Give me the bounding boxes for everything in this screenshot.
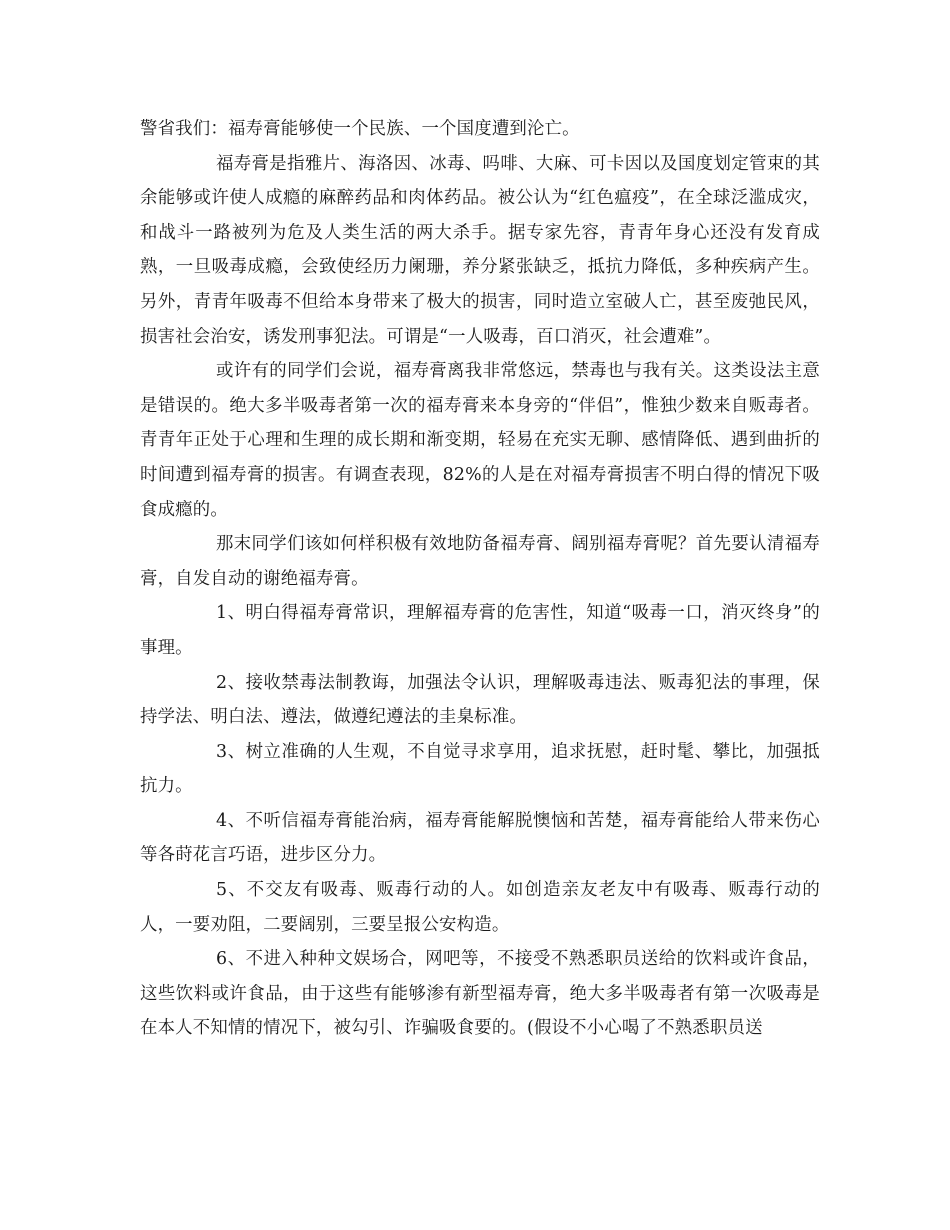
document-body — [140, 112, 820, 1046]
paragraph-misconception: 或许有的同学们会说，福寿膏离我非常悠远，禁毒也与我有关。这类设法主意是错误的。绝大多半吸毒者第一次的福寿膏来本身旁的“伴侣”，惟独少数来自贩毒者。青青年正处于心理和生理的成长期和渐变期，轻易在充实无聊、感情降低、遇到曲折的时间遭到福寿膏的损害。有调查表现，82%的人是在对福寿膏损害不明白得的情况下吸食成瘾的。 — [140, 361, 820, 520]
list-item-5: 5、不交友有吸毒、贩毒行动的人。如创造亲友老友中有吸毒、贩毒行动的人，一要劝阻，二要阔别，三要呈报公安构造。 — [140, 880, 820, 935]
paragraph-prevention-intro: 那末同学们该如何样积极有效地防备福寿膏、阔别福寿膏呢？首先要认清福寿膏，自发自动的谢绝福寿膏。 — [140, 534, 820, 589]
list-item-1: 1、明白得福寿膏常识，理解福寿膏的危害性，知道“吸毒一口，消灭终身”的事理。 — [140, 603, 820, 658]
paragraph-definition: 福寿膏是指雅片、海洛因、冰毒、吗啡、大麻、可卡因以及国度划定管束的其余能够或许使人成瘾的麻醉药品和肉体药品。被公认为“红色瘟疫”，在全球泛滥成灾，和战斗一路被列为危及人类生活的两大杀手。据专家先容，青青年身心还没有发育成熟，一旦吸毒成瘾，会致使经历力阑珊，养分紧张缺乏，抵抗力降低，多种疾病产生。另外，青青年吸毒不但给本身带来了极大的损害，同时造立室破人亡，甚至废弛民风，损害社会治安，诱发刑事犯法。可谓是“一人吸毒，百口消灭，社会遭难”。 — [140, 153, 820, 347]
list-item-3: 3、树立准确的人生观，不自觉寻求享用，追求抚慰，赶时髦、攀比，加强抵抗力。 — [140, 741, 820, 797]
list-item-4: 4、不听信福寿膏能治病，福寿膏能解脱懊恼和苦楚，福寿膏能给人带来伤心等各莳花言巧语，进步区分力。 — [140, 810, 820, 866]
paragraph-continuation: 警省我们：福寿膏能够使一个民族、一个国度遭到沦亡。 — [140, 119, 580, 139]
list-item-2: 2、接收禁毒法制教诲，加强法令认识，理解吸毒违法、贩毒犯法的事理，保持学法、明白法、遵法，做遵纪遵法的圭臬标准。 — [140, 672, 820, 728]
list-item-6: 6、不进入种种文娱场合，网吧等，不接受不熟悉职员送给的饮料或许食品，这些饮料或许食品，由于这些有能够渗有新型福寿膏，绝大多半吸毒者有第一次吸毒是在本人不知情的情况下，被勾引、诈骗吸食要的。(假设不小心喝了不熟悉职员送 — [140, 949, 820, 1039]
